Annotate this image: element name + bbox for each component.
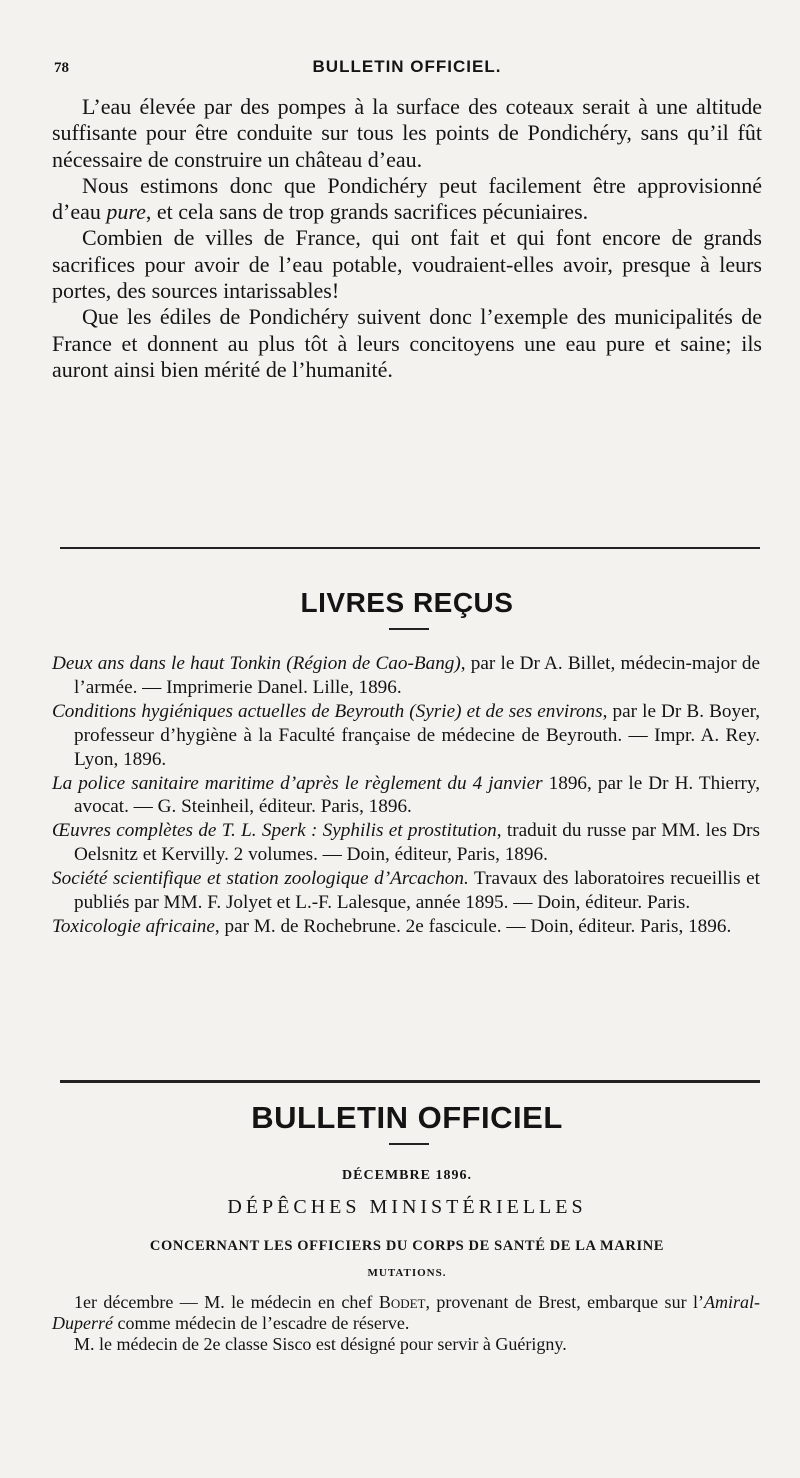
book-entry: La police sanitaire maritime d’après le règlement du 4 janvier 1896, par le Dr H. Thierry, avocat. — G. Steinheil, éditeur. Paris, 1896.	[52, 772, 760, 818]
depeches-heading: DÉPÊCHES MINISTÉRIELLES	[227, 1196, 587, 1218]
bulletin-title: BULLETIN OFFICIEL	[251, 1100, 563, 1135]
book-entry: Conditions hygiéniques actuelles de Beyrouth (Syrie) et de ses environs, par le Dr B. Boyer, professeur d’hygiène à la Faculté française de médecine de Beyrouth. — Impr. A. Rey. Lyon, 1896.	[52, 700, 760, 770]
person-name: Bodet	[378, 1292, 426, 1312]
paragraph: Que les édiles de Pondichéry suivent donc l’exemple des municipalités de France et donnent au plus tôt à leurs concitoyens une eau pure et saine; ils auront ainsi bien mérité de l’humanité.	[52, 304, 762, 382]
paragraph: Combien de villes de France, qui ont fait et qui font encore de grands sacrifices pour avoir de l’eau potable, voudraient-elles avoir, presque à leurs portes, des sources intarissables!	[52, 225, 762, 304]
mutation-entry: M. le médecin de 2e classe Sisco est désigné pour servir à Guérigny.	[74, 1334, 567, 1354]
mutations-list	[52, 1292, 760, 1355]
book-entry: Société scientifique et station zoologique d’Arcachon. Travaux des laboratoires recueillis et publiés par MM. F. Jolyet et L.-F. Lalesque, année 1895. — Doin, éditeur. Paris.	[52, 868, 760, 914]
section-divider	[60, 547, 760, 549]
issue-date: DÉCEMBRE 1896.	[342, 1168, 472, 1183]
article-body	[52, 94, 762, 383]
running-title: BULLETIN OFFICIEL.	[312, 57, 502, 76]
book-entry: Toxicologie africaine, par M. de Rochebrune. 2e fascicule. — Doin, éditeur. Paris, 1896.	[52, 915, 732, 937]
book-entry: Deux ans dans le haut Tonkin (Région de Cao-Bang), par le Dr A. Billet, médecin-major de l’armée. — Imprimerie Danel. Lille, 1896.	[52, 653, 761, 698]
book-list	[52, 652, 760, 939]
section-title-livres: LIVRES REÇUS	[300, 587, 514, 618]
page-number: 78	[54, 60, 69, 76]
paragraph: L’eau élevée par des pompes à la surface des coteaux serait à une altitude suffisante pour être conduite sur tous les points de Pondichéry, sans qu’il fût nécessaire de construire un château d’eau.	[52, 94, 762, 172]
ship-name: Amiral-Duperré	[52, 1292, 760, 1333]
concernant-heading: CONCERNANT LES OFFICIERS DU CORPS DE SANTÉ DE LA MARINE	[149, 1238, 665, 1254]
mutation-entry: 1er décembre — M. le médecin en chef Bodet, provenant de Brest, embarque sur l’Amiral-Duperré comme médecin de l’escadre de réserve.	[52, 1292, 760, 1333]
emphasis: pure	[106, 199, 146, 225]
book-entry: Œuvres complètes de T. L. Sperk : Syphilis et prostitution, traduit du russe par MM. les Drs Oelsnitz et Kervilly. 2 volumes. — Doin, éditeur, Paris, 1896.	[52, 820, 760, 866]
title-underline	[389, 1143, 429, 1145]
title-underline	[389, 628, 429, 630]
paragraph: Nous estimons donc que Pondichéry peut facilement être approvisionné d’eau pure, et cela sans de trop grands sacrifices pécuniaires.	[52, 172, 762, 225]
section-divider	[60, 1080, 760, 1083]
mutations-heading: MUTATIONS.	[367, 1267, 447, 1279]
